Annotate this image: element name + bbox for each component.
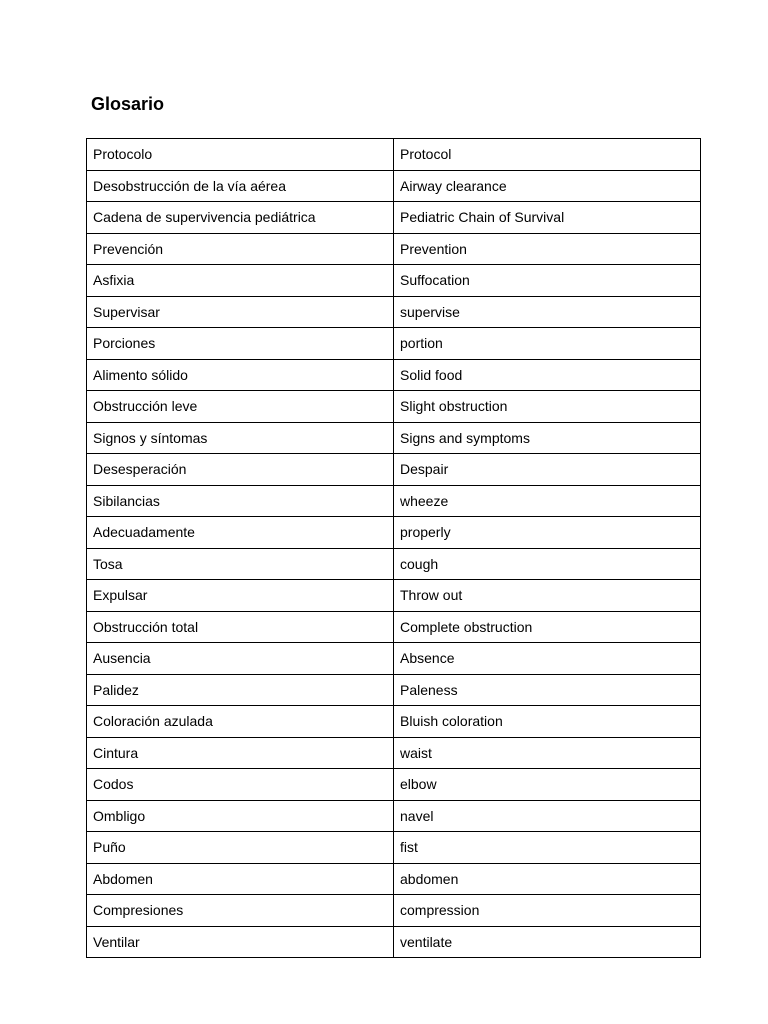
spanish-term-cell: Supervisar: [87, 296, 394, 328]
spanish-term-cell: Coloración azulada: [87, 706, 394, 738]
spanish-term-cell: Abdomen: [87, 863, 394, 895]
spanish-term-cell: Cintura: [87, 737, 394, 769]
english-term-cell: ventilate: [394, 926, 701, 958]
glossary-table: [86, 138, 701, 958]
english-term-cell: wheeze: [394, 485, 701, 517]
table-row: [87, 548, 701, 580]
english-term-cell: Signs and symptoms: [394, 422, 701, 454]
page-title: Glosario: [91, 94, 165, 114]
english-term-cell: Solid food: [394, 359, 701, 391]
english-term-cell: Bluish coloration: [394, 706, 701, 738]
table-row: [87, 170, 701, 202]
table-row: [87, 832, 701, 864]
english-term-cell: abdomen: [394, 863, 701, 895]
english-term-cell: elbow: [394, 769, 701, 801]
spanish-term-cell: Desobstrucción de la vía aérea: [87, 170, 394, 202]
english-term-cell: properly: [394, 517, 701, 549]
english-term-cell: Prevention: [394, 233, 701, 265]
spanish-term-cell: Tosa: [87, 548, 394, 580]
table-row: [87, 863, 701, 895]
spanish-term-cell: Cadena de supervivencia pediátrica: [87, 202, 394, 234]
table-row: [87, 328, 701, 360]
spanish-term-cell: Sibilancias: [87, 485, 394, 517]
table-row: [87, 611, 701, 643]
spanish-term-cell: Asfixia: [87, 265, 394, 297]
english-term-cell: Throw out: [394, 580, 701, 612]
spanish-term-cell: Prevención: [87, 233, 394, 265]
table-row: [87, 643, 701, 675]
english-term-cell: Paleness: [394, 674, 701, 706]
spanish-term-cell: Expulsar: [87, 580, 394, 612]
glossary-body: [87, 139, 701, 958]
spanish-term-cell: Porciones: [87, 328, 394, 360]
english-term-cell: Pediatric Chain of Survival: [394, 202, 701, 234]
english-term-cell: Slight obstruction: [394, 391, 701, 423]
english-term-cell: Airway clearance: [394, 170, 701, 202]
english-term-cell: waist: [394, 737, 701, 769]
table-row: [87, 359, 701, 391]
table-row: [87, 737, 701, 769]
spanish-term-cell: Codos: [87, 769, 394, 801]
spanish-term-cell: Obstrucción leve: [87, 391, 394, 423]
table-row: [87, 296, 701, 328]
spanish-term-cell: Palidez: [87, 674, 394, 706]
spanish-term-cell: Adecuadamente: [87, 517, 394, 549]
spanish-term-cell: Ausencia: [87, 643, 394, 675]
english-term-cell: supervise: [394, 296, 701, 328]
english-term-cell: Suffocation: [394, 265, 701, 297]
table-row: [87, 485, 701, 517]
english-term-cell: Despair: [394, 454, 701, 486]
table-row: [87, 800, 701, 832]
table-row: [87, 769, 701, 801]
table-row: [87, 139, 701, 171]
table-row: [87, 391, 701, 423]
english-term-cell: compression: [394, 895, 701, 927]
english-term-cell: cough: [394, 548, 701, 580]
table-row: [87, 674, 701, 706]
english-term-cell: Absence: [394, 643, 701, 675]
english-term-cell: portion: [394, 328, 701, 360]
spanish-term-cell: Protocolo: [87, 139, 394, 171]
table-row: [87, 517, 701, 549]
english-term-cell: navel: [394, 800, 701, 832]
english-term-cell: Protocol: [394, 139, 701, 171]
table-row: [87, 202, 701, 234]
spanish-term-cell: Compresiones: [87, 895, 394, 927]
table-row: [87, 926, 701, 958]
english-term-cell: fist: [394, 832, 701, 864]
spanish-term-cell: Obstrucción total: [87, 611, 394, 643]
spanish-term-cell: Ventilar: [87, 926, 394, 958]
spanish-term-cell: Puño: [87, 832, 394, 864]
table-row: [87, 454, 701, 486]
table-row: [87, 895, 701, 927]
spanish-term-cell: Ombligo: [87, 800, 394, 832]
table-row: [87, 580, 701, 612]
table-row: [87, 265, 701, 297]
spanish-term-cell: Signos y síntomas: [87, 422, 394, 454]
table-row: [87, 706, 701, 738]
english-term-cell: Complete obstruction: [394, 611, 701, 643]
table-row: [87, 422, 701, 454]
spanish-term-cell: Desesperación: [87, 454, 394, 486]
table-row: [87, 233, 701, 265]
spanish-term-cell: Alimento sólido: [87, 359, 394, 391]
